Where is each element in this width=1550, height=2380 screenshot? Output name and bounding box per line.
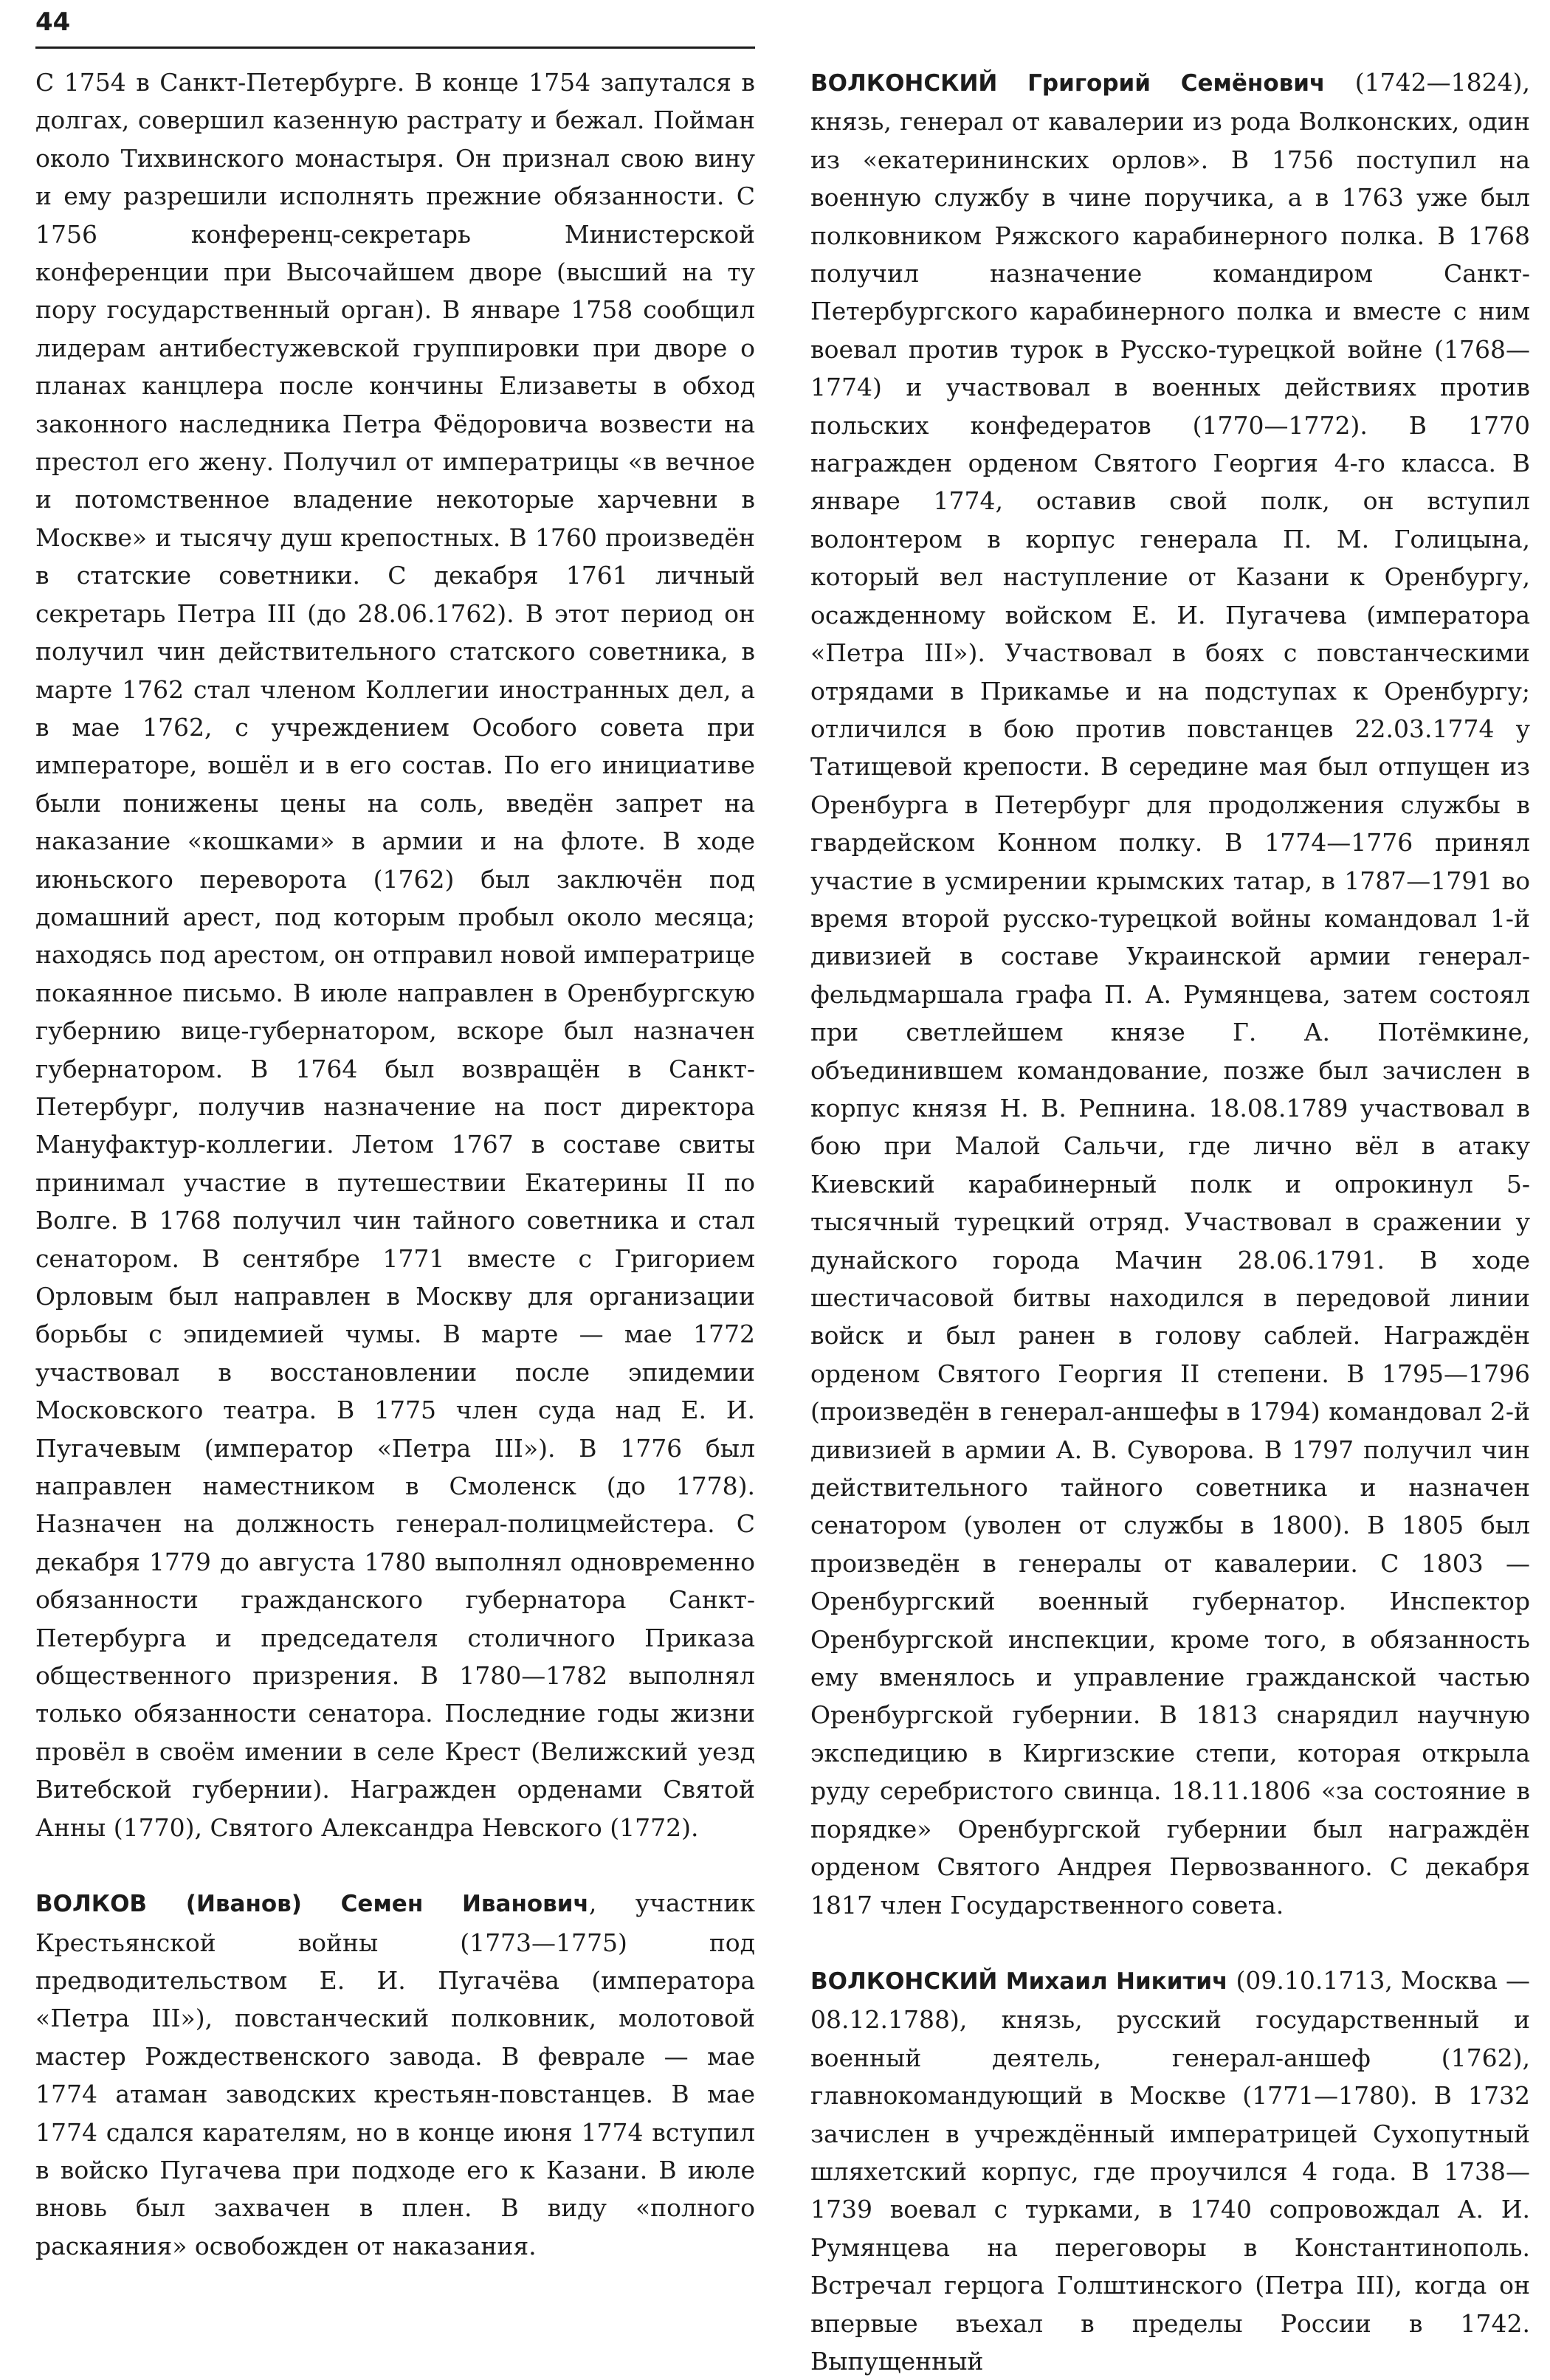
entry-continuation <box>35 63 755 1846</box>
header-rule <box>35 46 755 49</box>
page-number: 44 <box>35 7 71 37</box>
entry-text: , участник Крестьянской войны (1773—1775) под предводительством Е. И. Пугачёва (императора «Петра III»), повстанческий полковник, молотовой мастер Рождественского завода. В феврале — мае 1774 атаман заводских крестьян-повстанцев. В мае 1774 сдался карателям, но в конце июня 1774 вступил в войско Пугачева при подходе его к Казани. В июле вновь был захвачен в плен. В виду «полного раскаяния» освобожден от наказания. <box>35 1889 756 2260</box>
entry-heading: ВОЛКОНСКИЙ Григорий Семёнович <box>810 70 1326 97</box>
entry-text: (09.10.1713, Москва — 08.12.1788), князь, русский государственный и военный деятель, генерал-аншеф (1762), главнокомандующий в Москве (1771—1780). В 1732 зачислен в учреждённый императрицей Сухопутный шляхетский корпус, где проучился 4 года. В 1738—1739 воевал с турками, в 1740 сопровождал А. И. Румянцева на переговоры в Константинополь. Встречал герцога Голштинского (Петра III), когда он впервые въехал в пределы России в 1742. Выпущенный <box>810 1965 1530 2376</box>
entry-text: (1742—1824), князь, генерал от кавалерии из рода Волконских, один из «екатерининских орлов». В 1756 поступил на военную службу в чине поручика, а в 1763 уже был полковником Ряжского карабинерного полка. В 1768 получил назначение командиром Санкт-Петербургского карабинерного полка и вместе с ним воевал против турок в Русско-турецкой войне (1768—1774) и участвовал в военных действиях против польских конфедератов (1770—1772). В 1770 награжден орденом Святого Георгия 4-го класса. В январе 1774, оставив свой полк, он вступил волонтером в корпус генерала П. М. Голицына, который вел наступление от Казани к Оренбургу, осажденному войском Е. И. Пугачева (императора «Петра III»). Участвовал в боях с повстанческими отрядами в Прикамье и на подступах к Оренбургу; отличился в бою против повстанцев 22.03.1774 у Татищевой крепости. В середине мая был отпущен из Оренбурга в Петербург для продолжения службы в гвардейском Конном полку. В 1774—1776 принял участие в усмирении крымских татар, в 1787—1791 во время второй русско-турецкой войны командовал 1-й дивизией в составе Украинской армии генерал-фельдмаршала графа П. А. Румянцева, затем состоял при светлейшем князе Г. А. Потёмкине, объединившем командование, позже был зачислен в корпус князя Н. В. Репнина. 18.08.1789 участвовал в бою при Малой Сальчи, где лично вёл в атаку Киевский карабинерный полк и опрокинул 5-тысячный турецкий отряд. Участвовал в сражении у дунайского города Мачин 28.06.1791. В ходе шестичасовой битвы находился в передовой линии войск и был ранен в голову саблей. Награждён орденом Святого Георгия II степени. В 1795—1796 (произведён в генерал-аншефы в 1794) командовал 2-й дивизией в армии А. В. Суворова. В 1797 получил чин действительного тайного советника и назначен сенатором (уволен от службы в 1800). В 1805 был произведён в генералы от кавалерии. С 1803 — Оренбургский военный губернатор. Инспектор Оренбургской инспекции, кроме того, в обязанность ему вменялось и управление гражданской частью Оренбургской губернии. В 1813 снарядил научную экспедицию в Киргизские степи, которая открыла руду серебристого свинца. 18.11.1806 «за состояние в порядке» Оренбургской губернии был награждён орденом Святого Андрея Первозванного. С декабря 1817 член Государственного совета. <box>810 68 1530 1919</box>
entry-text: С 1754 в Санкт-Петербурге. В конце 1754 запутался в долгах, совершил казенную растрату и бежал. Пойман около Тихвинского монастыря. Он признал свою вину и ему разрешили исполнять прежние обязанности. С 1756 конференц-секретарь Министерской конференции при Высочайшем дворе (высший на ту пору государственный орган). В январе 1758 сообщил лидерам антибестужевской группировки при дворе о планах канцлера после кончины Елизаветы в обход законного наследника Петра Фёдоровича возвести на престол его жену. Получил от императрицы «в вечное и потомственное владение некоторые харчевни в Москве» и тысячу душ крепостных. В 1760 произведён в статские советники. С декабря 1761 личный секретарь Петра III (до 28.06.1762). В этот период он получил чин действительного статского советника, в марте 1762 стал членом Коллегии иностранных дел, а в мае 1762, с учреждением Особого совета при императоре, вошёл и в его состав. По его инициативе были понижены цены на соль, введён запрет на наказание «кошками» в армии и на флоте. В ходе июньского переворота (1762) был заключён под домашний арест, под которым пробыл около месяца; находясь под арестом, он отправил новой императрице покаянное письмо. В июле направлен в Оренбургскую губернию вице-губернатором, вскоре был назначен губернатором. В 1764 был возвращён в Санкт-Петербург, получив назначение на пост директора Мануфактур-коллегии. Летом 1767 в составе свиты принимал участие в путешествии Екатерины II по Волге. В 1768 получил чин тайного советника и стал сенатором. В сентябре 1771 вместе с Григорием Орловым был направлен в Москву для организации борьбы с эпидемией чумы. В марте — мае 1772 участвовал в восстановлении после эпидемии Московского театра. В 1775 член суда над Е. И. Пугачевым (император «Петра III»). В 1776 был направлен наместником в Смоленск (до 1778). Назначен на должность генерал-полицмейстера. С декабря 1779 до августа 1780 выполнял одновременно обязанности гражданского губернатора Санкт-Петербурга и председателя столичного Приказа общественного призрения. В 1780—1782 выполнял только обязанности сенатора. Последние годы жизни провёл в своём имении в селе Крест (Велижский уезд Витебской губернии). Награжден орденами Святой Анны (1770), Святого Александра Невского (1772). <box>35 68 755 1842</box>
entry-volkonsky-mikhail <box>810 1962 1530 2380</box>
column-left <box>35 63 755 2265</box>
entry-volkov <box>35 1884 755 2265</box>
entry-heading: ВОЛКОВ (Иванов) Семен Иванович <box>35 1891 589 1918</box>
column-right <box>810 63 1530 2380</box>
entry-heading: ВОЛКОНСКИЙ Михаил Никитич <box>810 1967 1228 1995</box>
entry-volkonsky-grigory <box>810 63 1530 1924</box>
